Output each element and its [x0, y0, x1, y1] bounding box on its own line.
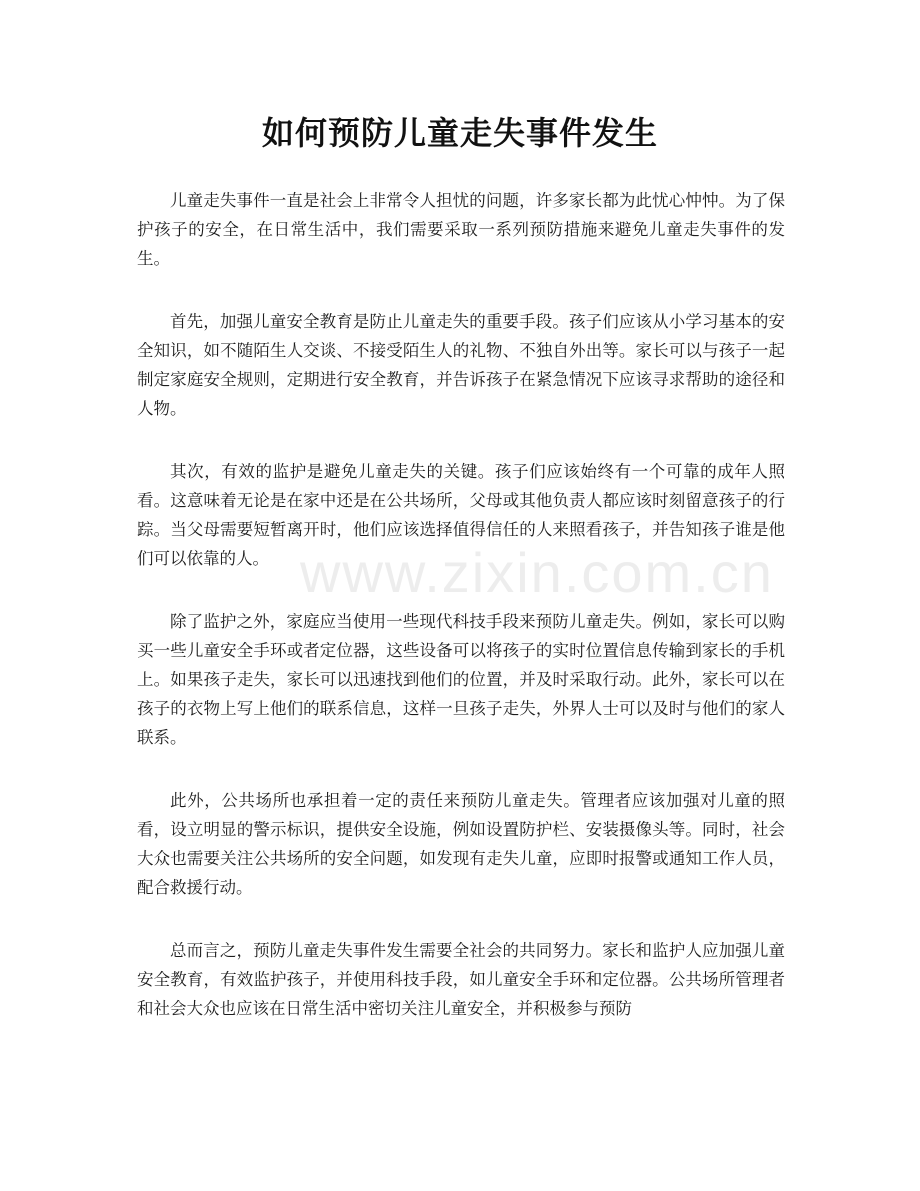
document-title: 如何预防儿童走失事件发生	[261, 114, 658, 152]
paragraph-supervision: 其次，有效的监护是避免儿童走失的关键。孩子们应该始终有一个可靠的成年人照看。这意味着无论是在家中还是在公共场所，父母或其他负责人都应该时刻留意孩子的行踪。当父母需要短暂离开时，他们应该选择值得信任的人来照看孩子，并告知孩子谁是他们可以依靠的人。	[137, 462, 785, 568]
paragraph-conclusion: 总而言之，预防儿童走失事件发生需要全社会的共同努力。家长和监护人应加强儿童安全教育，有效监护孩子，并使用科技手段，如儿童安全手环和定位器。公共场所管理者和社会大众也应该在日常生活中密切关注儿童安全，并积极参与预防	[137, 941, 785, 1018]
document-body	[137, 186, 785, 1057]
paragraph-intro: 儿童走失事件一直是社会上非常令人担忧的问题，许多家长都为此忧心忡忡。为了保护孩子的安全，在日常生活中，我们需要采取一系列预防措施来避免儿童走失事件的发生。	[137, 191, 785, 268]
paragraph-public-places: 此外，公共场所也承担着一定的责任来预防儿童走失。管理者应该加强对儿童的照看，设立明显的警示标识，提供安全设施，例如设置防护栏、安装摄像头等。同时，社会大众也需要关注公共场所的安全问题，如发现有走失儿童，应即时报警或通知工作人员，配合救援行动。	[137, 791, 785, 897]
paragraph-education: 首先，加强儿童安全教育是防止儿童走失的重要手段。孩子们应该从小学习基本的安全知识，如不随陌生人交谈、不接受陌生人的礼物、不独自外出等。家长可以与孩子一起制定家庭安全规则，定期进行安全教育，并告诉孩子在紧急情况下应该寻求帮助的途径和人物。	[137, 312, 785, 418]
paragraph-technology: 除了监护之外，家庭应当使用一些现代科技手段来预防儿童走失。例如，家长可以购买一些儿童安全手环或者定位器，这些设备可以将孩子的实时位置信息传输到家长的手机上。如果孩子走失，家长可以迅速找到他们的位置，并及时采取行动。此外，家长可以在孩子的衣物上写上他们的联系信息，这样一旦孩子走失，外界人士可以及时与他们的家人联系。	[137, 612, 785, 747]
watermark-logo: www.zixin.com.cn	[300, 541, 774, 604]
